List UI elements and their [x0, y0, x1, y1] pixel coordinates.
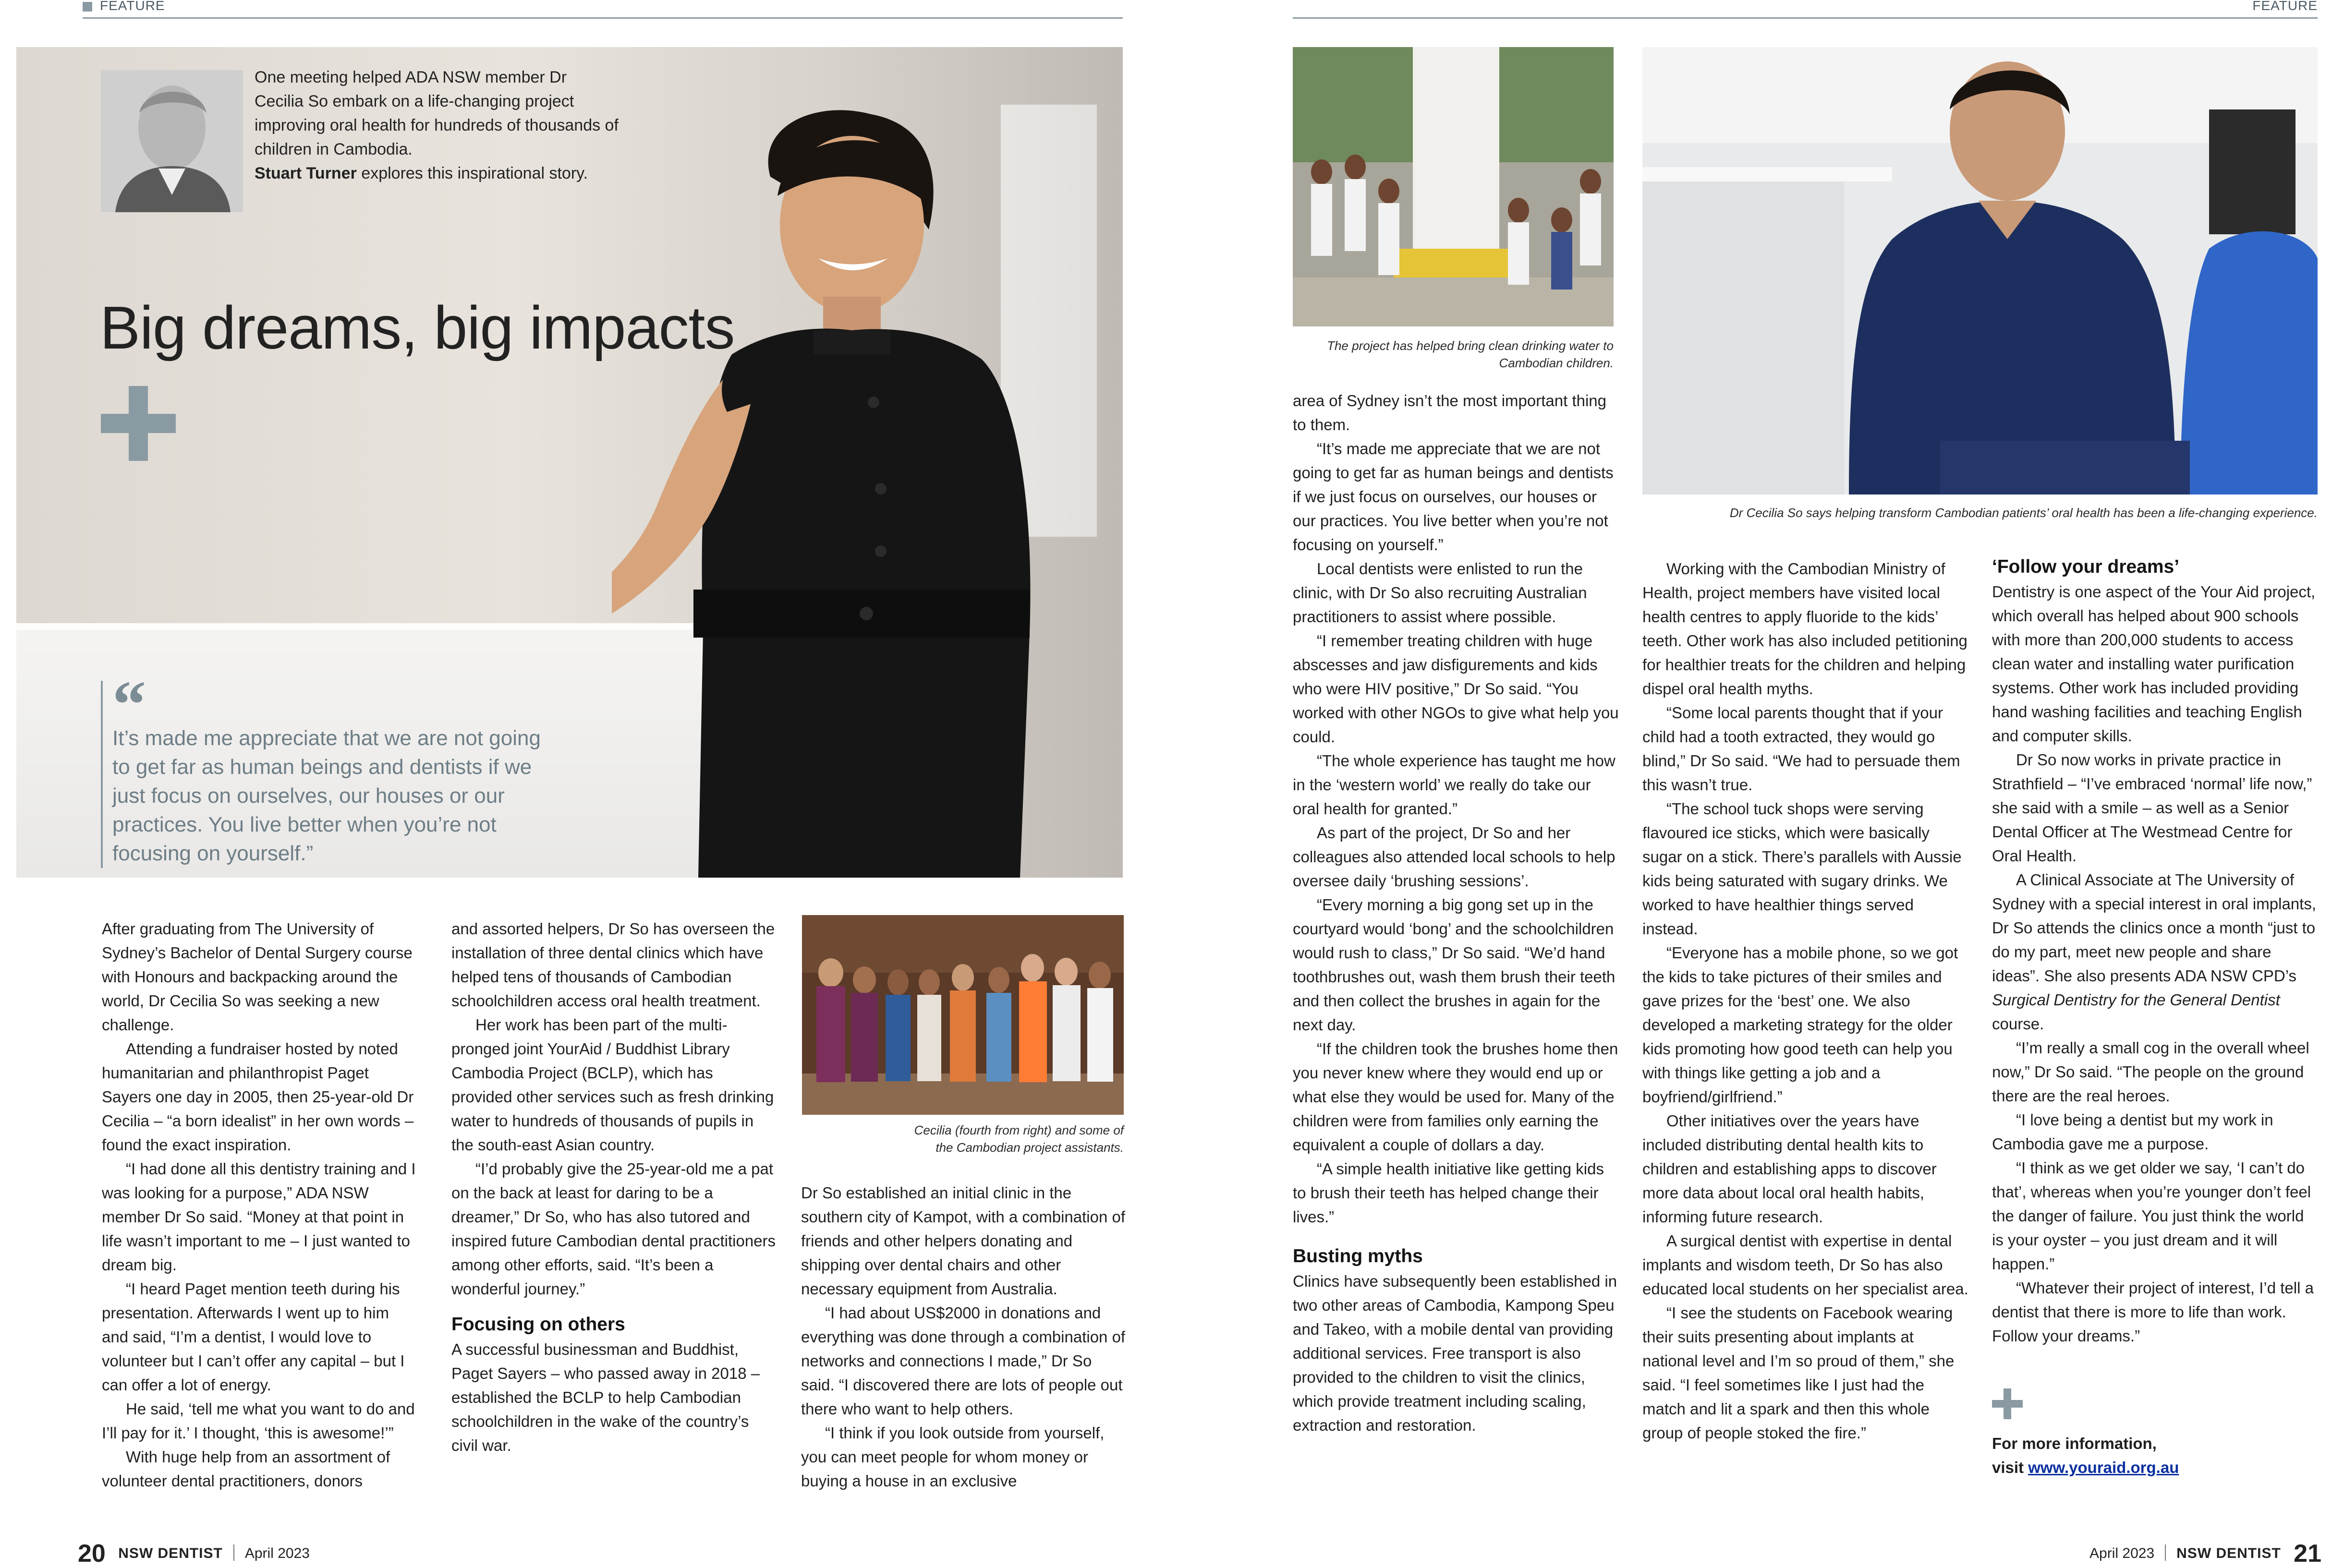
- paragraph: “I think if you look outside from yourself, you can meet people for whom money or buying a house in an exclusive: [801, 1424, 1105, 1490]
- group-photo-figure: [802, 915, 1124, 1115]
- right-feature-label: FEATURE: [2252, 0, 2318, 13]
- paragraph: Other initiatives over the years have included distributing dental health kits to children and establishing apps to discover more data about local oral health habits, informing future research.: [1642, 1112, 1937, 1226]
- dr-so-clinic-photo: [1642, 47, 2318, 495]
- left-header-rule: [83, 17, 1123, 19]
- section-heading-busting-myths: Busting myths: [1293, 1246, 1423, 1266]
- section-heading-follow-your-dreams: ‘Follow your dreams’: [1992, 556, 2180, 577]
- water-photo-caption: The project has helped bring clean drinking water to Cambodian children.: [1327, 338, 1614, 370]
- intro-author-suffix: explores this inspirational story.: [356, 164, 588, 182]
- paragraph: “I see the students on Facebook wearing their suits presenting about implants at national level and I’m so proud of them,” she said. “I feel sometimes like I just had the match and lit a spark and then this whole group of people stoked the fire.”: [1642, 1304, 1955, 1442]
- paragraph: With huge help from an assortment of volunteer dental practitioners, donors: [102, 1448, 390, 1490]
- paragraph: “I think as we get older we say, ‘I can’t do that’, whereas when you’re younger don’t feel the danger of failure. You just think the world is your oyster – you just dream and it will happen.”: [1992, 1159, 2311, 1273]
- paragraph: area of Sydney isn’t the most important thing to them.: [1293, 392, 1607, 434]
- paragraph: “If the children took the brushes home then you never knew where they would end up or what else they would be used for. Many of the children were from families only earning the equivalent a couple of dollars a day.: [1293, 1040, 1618, 1154]
- page-number-left: 20: [78, 1540, 106, 1568]
- paragraph: Dr So now works in private practice in Strathfield – “I’ve embraced ‘normal’ life now,” she said with a smile – as well as a Senior Dental Officer at The Westmead Centre for Oral Health.: [1992, 751, 2312, 865]
- paragraph: “Whatever their project of interest, I’d tell a dentist that there is more to life than work. Follow your dreams.”: [1992, 1279, 2314, 1345]
- paragraph: “Every morning a big gong set up in the courtyard would ‘bong’ and the schoolchildren would rush to class,” Dr So said. “We’d hand toothbrushes out, wash them brush their teeth and then collect the brushes in again for the next day.: [1293, 896, 1615, 1034]
- right-footer: [2089, 1539, 2321, 1568]
- paragraph: Local dentists were enlisted to run the clinic, with Dr So also recruiting Australian practitioners to assist where possible.: [1293, 560, 1587, 626]
- youraid-link[interactable]: www.youraid.org.au: [2028, 1459, 2179, 1476]
- clinic-photo-caption: Dr Cecilia So says helping transform Cambodian patients’ oral health has been a life-changing experience.: [1729, 506, 2318, 520]
- body-column-2: [451, 917, 778, 1458]
- paragraph: “I had done all this dentistry training and I was looking for a purpose,” ADA NSW member Dr So said. “Money at that point in life wasn’t important to me – I just wanted to dream big.: [102, 1160, 416, 1274]
- magazine-title-right: NSW DENTIST: [2176, 1545, 2281, 1561]
- plus-icon: [1992, 1388, 2023, 1419]
- paragraph: “Everyone has a mobile phone, so we got the kids to take pictures of their smiles and gave prizes for the ‘best’ one. We also developed a marketing strategy for the older kids promoting how good teeth can help you with things like getting a job and a boyfriend/girlfriend.”: [1642, 944, 1958, 1106]
- issue-date-right: April 2023: [2089, 1545, 2155, 1561]
- feature-square-icon: [83, 2, 92, 12]
- intro-text: One meeting helped ADA NSW member Dr Cecilia So embark on a life-changing project improving oral health for hundreds of thousands of children in Cambodia.: [255, 68, 619, 158]
- author-headshot: [101, 70, 243, 212]
- paragraph: “I had about US$2000 in donations and everything was done through a combination of networks and connections I made,” Dr So said. “I discovered there are lots of people out there who want to help others.: [801, 1304, 1126, 1418]
- paragraph: “The school tuck shops were serving flavoured ice sticks, which were basically sugar on a stick. There’s parallels with Aussie kids being saturated with sugary drinks. We worked to have healthier things served instead.: [1642, 800, 1962, 938]
- paragraph-text: course.: [1992, 1015, 2044, 1033]
- magazine-title-left: NSW DENTIST: [118, 1545, 223, 1561]
- visit-label: visit: [1992, 1459, 2028, 1476]
- article-headline: Big dreams, big impacts: [100, 294, 735, 362]
- pull-quote: [101, 667, 564, 868]
- body-column-5: [1642, 557, 1969, 1445]
- footer-divider: [233, 1544, 234, 1561]
- right-header-rule: [1293, 17, 2318, 19]
- paragraph: As part of the project, Dr So and her colleagues also attended local schools to help oversee daily ‘brushing sessions’.: [1293, 824, 1615, 890]
- paragraph: Attending a fundraiser hosted by noted humanitarian and philanthropist Paget Sayers one day in 2005, then 25-year-old Dr Cecilia – “a born idealist” in her own words – found the exact inspiration.: [102, 1040, 414, 1154]
- children-water-photo: [1293, 47, 1614, 326]
- paragraph: “I remember treating children with huge abscesses and jaw disfigurements and kids who were HIV positive,” Dr So said. “You worked with other NGOs to give what help you could.: [1293, 632, 1619, 746]
- paragraph: “A simple health initiative like getting kids to brush their teeth has helped change their lives.”: [1293, 1160, 1604, 1226]
- footer-divider: [2165, 1544, 2166, 1561]
- paragraph-text: A Clinical Associate at The University of Sydney with a special interest in oral implants, Dr So attends the clinics once a month “just to do my part, meet new people and share ideas”. She also presents ADA NSW CPD’s: [1992, 871, 2316, 985]
- group-photo: [802, 915, 1124, 1115]
- paragraph: “I love being a dentist but my work in Cambodia gave me a purpose.: [1992, 1111, 2273, 1153]
- more-info-line: [1992, 1456, 2319, 1480]
- page-number-right: 21: [2294, 1540, 2321, 1568]
- paragraph: “The whole experience has taught me how in the ‘western world’ we really do take our oral health for granted.”: [1293, 752, 1615, 818]
- left-footer: [78, 1539, 310, 1568]
- paragraph: Dentistry is one aspect of the Your Aid project, which overall has helped about 900 schools with more than 200,000 students to access clean water and installing water purification systems. Other work has included providing hand washing facilities and teaching English and computer skills.: [1992, 583, 2316, 745]
- paragraph: “Some local parents thought that if your child had a tooth extracted, they would go blind,” Dr So said. “We had to persuade them this wasn’t true.: [1642, 704, 1960, 794]
- paragraph: A surgical dentist with expertise in dental implants and wisdom teeth, Dr So has also educated local students on her specialist area.: [1642, 1232, 1968, 1298]
- paragraph: “I’m really a small cog in the overall wheel now,” Dr So said. “The people on the ground there are the real heroes.: [1992, 1039, 2309, 1105]
- dr-so-portrait-figure: [612, 105, 1106, 878]
- author-headshot-figure: [101, 70, 243, 212]
- paragraph: [1992, 868, 2319, 1036]
- quote-mark-icon: “: [112, 667, 146, 742]
- paragraph: Her work has been part of the multi-pronged joint YourAid / Buddhist Library Cambodia Project (BCLP), which has provided other services such as fresh drinking water to hundreds of thousands of pupils in the south-east Asian country.: [451, 1016, 774, 1154]
- section-heading-focusing: Focusing on others: [451, 1314, 625, 1335]
- hero-image: [16, 47, 1123, 878]
- course-title: Surgical Dentistry for the General Dentist: [1992, 991, 2280, 1009]
- paragraph: “I heard Paget mention teeth during his presentation. Afterwards I went up to him and said, “I’m a dentist, I would love to volunteer but I can’t offer any capital – but I can offer a lot of energy.: [102, 1280, 405, 1394]
- author-name: Stuart Turner: [255, 164, 357, 182]
- paragraph: and assorted helpers, Dr So has overseen the installation of three dental clinics which have helped tens of thousands of Cambodian schoolchildren access oral health treatment.: [451, 920, 775, 1010]
- intro-blurb: [255, 65, 619, 185]
- children-water-photo-figure: [1293, 47, 1614, 326]
- left-feature-label: FEATURE: [83, 0, 165, 13]
- body-column-4: [1293, 389, 1619, 1437]
- body-column-6: [1992, 554, 2319, 1480]
- paragraph: Working with the Cambodian Ministry of Health, project members have visited local health centres to apply fluoride to the kids’ teeth. Other work has also included petitioning for healthier treats for the children and helping dispel oral health myths.: [1642, 560, 1968, 698]
- plus-icon: [101, 386, 176, 461]
- paragraph: Clinics have subsequently been established in two other areas of Cambodia, Kampong Speu and Takeo, with a mobile dental van providing additional services. Free transport is also provided to the children to visit the clinics, which provide treatment including scaling, extraction and restoration.: [1293, 1272, 1617, 1434]
- dr-so-clinic-photo-figure: [1642, 47, 2318, 495]
- more-info-label: For more information,: [1992, 1435, 2157, 1452]
- paragraph: “I’d probably give the 25-year-old me a pat on the back at least for daring to be a dreamer,” Dr So, who has also tutored and inspired future Cambodian dental practitioners among other efforts, said. “It’s been a wonderful journey.”: [451, 1160, 776, 1298]
- paragraph: After graduating from The University of Sydney’s Bachelor of Dental Surgery course with Honours and backpacking around the world, Dr Cecilia So was seeking a new challenge.: [102, 920, 413, 1034]
- paragraph: Dr So established an initial clinic in the southern city of Kampot, with a combination of friends and other helpers donating and shipping over dental chairs and other necessary equipment from Australia.: [801, 1184, 1126, 1298]
- issue-date-left: April 2023: [244, 1545, 310, 1561]
- paragraph: “It’s made me appreciate that we are not going to get far as human beings and dentists if we just focus on ourselves, our houses or our practices. You live better when you’re not focusing on yourself.”: [1293, 440, 1614, 554]
- body-column-3: [801, 1181, 1128, 1493]
- group-photo-caption: Cecilia (fourth from right) and some of the Cambodian project assistants.: [914, 1123, 1124, 1155]
- paragraph: He said, ‘tell me what you want to do and I’ll pay for it.’ I thought, ‘this is awesome!’”: [102, 1400, 415, 1442]
- paragraph: A successful businessman and Buddhist, Paget Sayers – who passed away in 2018 – established the BCLP to help Cambodian schoolchildren in the wake of the country’s civil war.: [451, 1340, 760, 1454]
- pull-quote-text: It’s made me appreciate that we are not going to get far as human beings and dentists if we just focus on ourselves, our houses or our practices. You live better when you’re not focusing on yourself.”: [112, 726, 541, 865]
- body-column-1: [102, 917, 419, 1493]
